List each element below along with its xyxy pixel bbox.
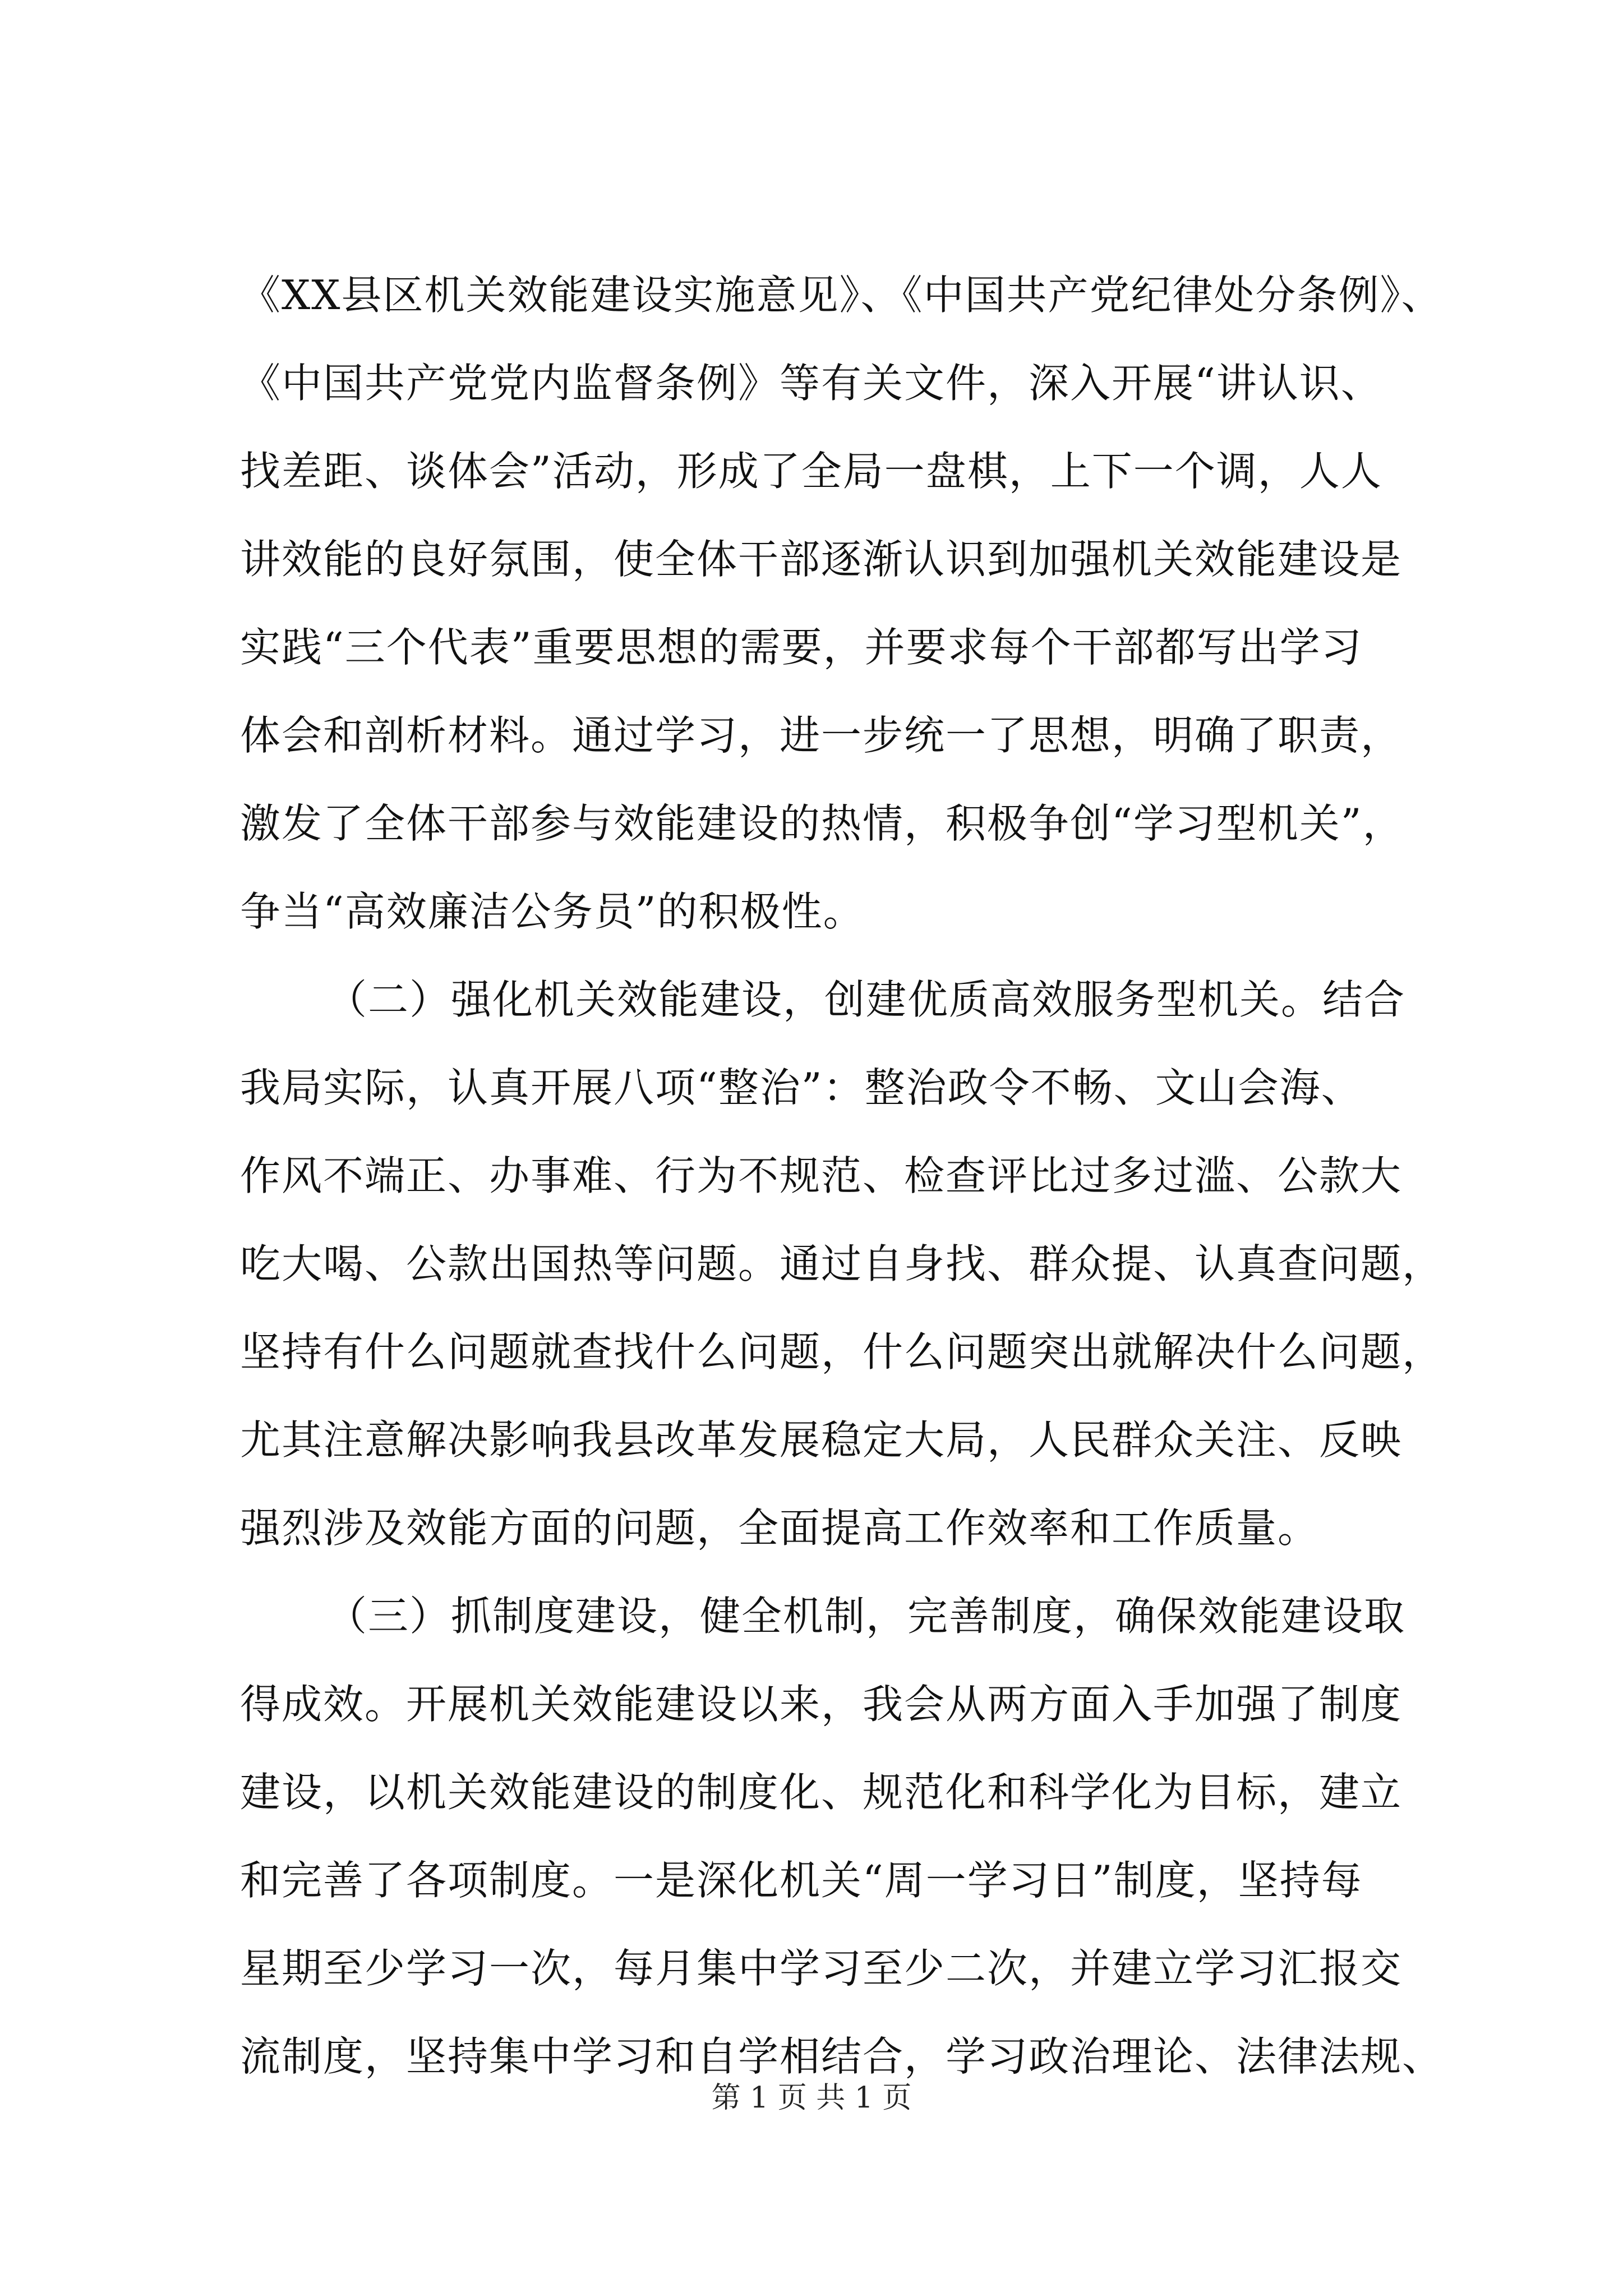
text-line: 强烈涉及效能方面的问题，全面提高工作效率和工作质量。 (240, 1504, 1320, 1552)
page-number-label: 第 1 页 共 1 页 (711, 2081, 912, 2115)
text-line: 体会和剖析材料。通过学习，进一步统一了思想，明确了职责， (240, 712, 1403, 759)
paragraph-start-line: （二）强化机关效能建设，创建优质高效服务型机关。结合 (326, 976, 1406, 1023)
text-line: 《中国共产党党内监督条例》等有关文件，深入开展“讲认识、 (240, 360, 1382, 407)
text-line: 作风不端正、办事难、行为不规范、检查评比过多过滥、公款大 (240, 1152, 1403, 1199)
text-line: 讲效能的良好氛围，使全体干部逐渐认识到加强机关效能建设是 (240, 536, 1403, 583)
text-line: 建设，以机关效能建设的制度化、规范化和科学化为目标，建立 (240, 1769, 1403, 1816)
text-line: 《XX县区机关效能建设实施意见》、《中国共产党纪律处分条例》、 (240, 272, 1443, 319)
text-line: 流制度，坚持集中学习和自学相结合，学习政治理论、法律法规、 (240, 2033, 1444, 2080)
text-line: 激发了全体干部参与效能建设的热情，积极争创“学习型机关”， (240, 800, 1404, 847)
text-line: 找差距、谈体会”活动，形成了全局一盘棋，上下一个调，人人 (240, 448, 1382, 495)
paragraph-start-line: （三）抓制度建设，健全机制，完善制度，确保效能建设取 (326, 1593, 1406, 1640)
text-line: 得成效。开展机关效能建设以来，我会从两方面入手加强了制度 (240, 1681, 1403, 1728)
text-line: 我局实际，认真开展八项“整治”：整治政令不畅、文山会海、 (240, 1064, 1363, 1111)
text-line: 争当“高效廉洁公务员”的积极性。 (240, 888, 865, 935)
text-line: 尤其注意解决影响我县改革发展稳定大局，人民群众关注、反映 (240, 1416, 1403, 1464)
text-line: 坚持有什么问题就查找什么问题，什么问题突出就解决什么问题， (240, 1328, 1444, 1375)
text-line: 吃大喝、公款出国热等问题。通过自身找、群众提、认真查问题， (240, 1240, 1444, 1287)
text-line: 实践“三个代表”重要思想的需要，并要求每个干部都写出学习 (240, 624, 1363, 671)
text-line: 星期至少学习一次，每月集中学习至少二次，并建立学习汇报交 (240, 1945, 1403, 1992)
text-line: 和完善了各项制度。一是深化机关“周一学习日”制度，坚持每 (240, 1857, 1363, 1904)
document-body (240, 251, 1444, 2101)
page-footer (0, 2078, 1623, 2118)
